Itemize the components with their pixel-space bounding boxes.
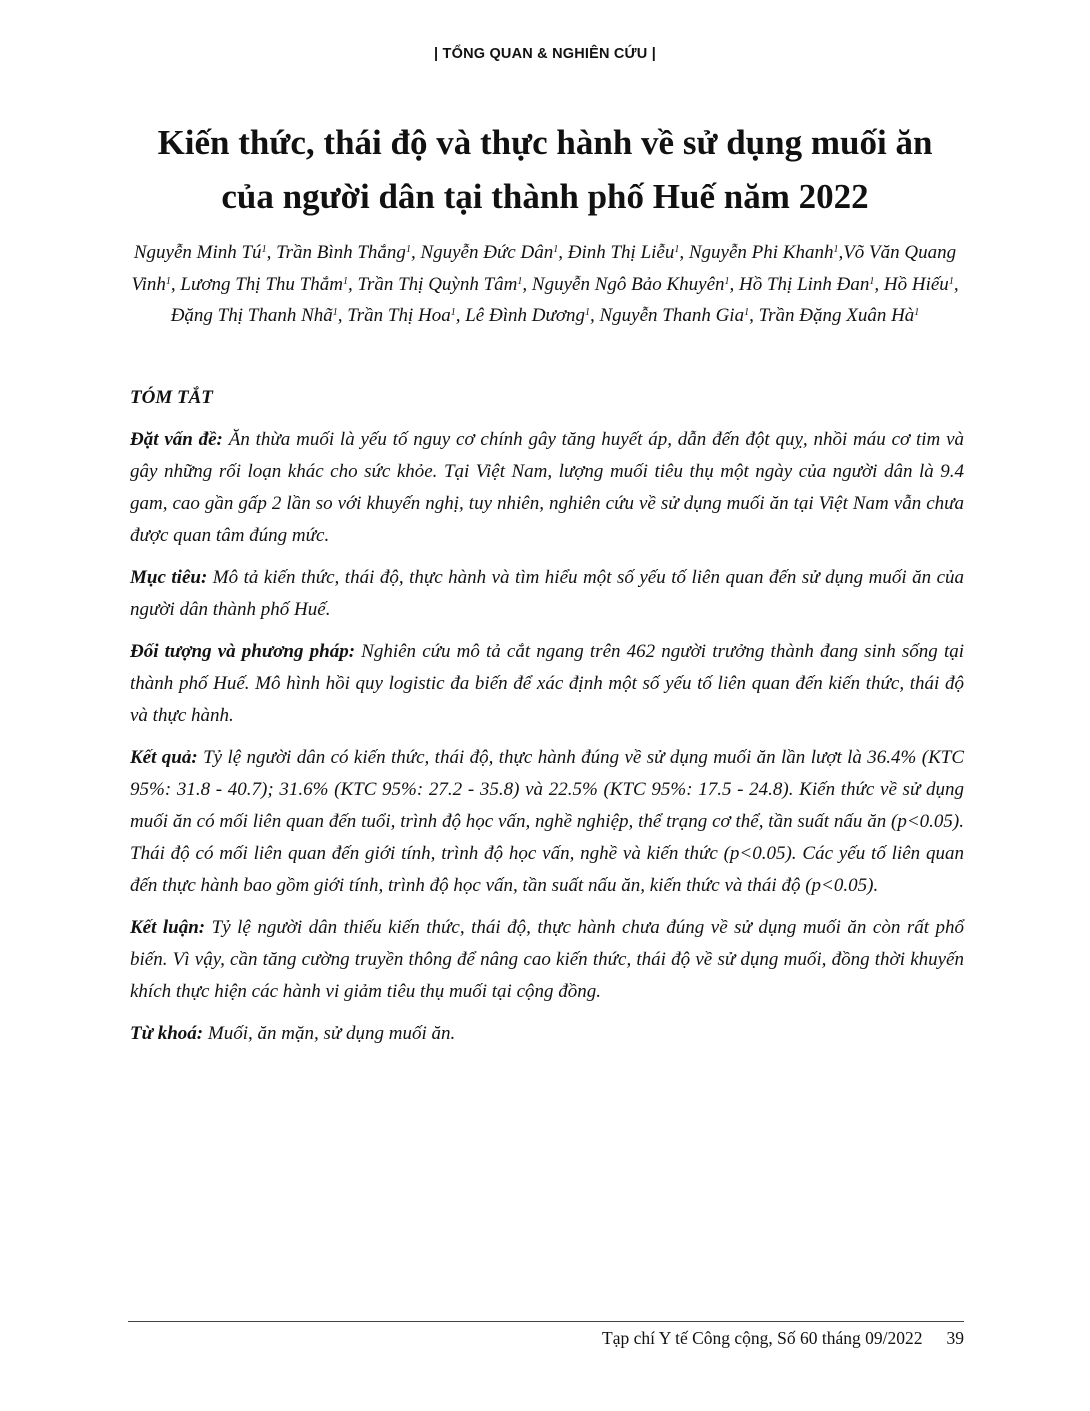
author-affiliation: 1 (450, 307, 456, 318)
author-affiliation: 1 (332, 307, 338, 318)
abstract-methods-text: Nghiên cứu mô tả cắt ngang trên 462 người trưởng thành đang sinh sống tại thành phố Huế. Mô hình hồi quy logistic đa biến để xác định một số yếu tố liên quan đến kiến thức, thái độ và thực hành. (130, 641, 964, 726)
article-title-line-2: của người dân tại thành phố Huế năm 2022 (221, 177, 869, 216)
author (568, 242, 689, 263)
author-name: Hồ Thị Linh Đan (739, 273, 870, 295)
author-name: Nguyễn Đức Dân (420, 242, 554, 263)
author-affiliation: 1 (724, 275, 730, 287)
author-affiliation: 1 (948, 275, 954, 287)
abstract-methods-label: Đối tượng và phương pháp: (130, 641, 356, 662)
author-name: Hồ Hiếu (883, 273, 949, 295)
abstract-methods (130, 636, 964, 732)
author-separator: , (266, 242, 277, 263)
author-name: Võ Văn Quang Vinh (131, 242, 957, 295)
abstract-results (130, 742, 964, 902)
author (599, 305, 758, 326)
author-name: Trần Bình Thắng (276, 242, 406, 263)
abstract-background-label: Đặt vấn đề: (130, 429, 223, 450)
author-name: Trần Thị Hoa (347, 305, 451, 326)
author-name: Đinh Thị Liễu (567, 242, 675, 263)
author (884, 274, 959, 295)
author-name: Nguyễn Phi Khanh (688, 242, 834, 263)
author-separator: , (679, 242, 689, 263)
author (276, 242, 420, 263)
author-separator: , (749, 305, 759, 326)
abstract-conclusion-label: Kết luận: (130, 917, 206, 938)
author-separator: , (337, 305, 348, 326)
article-title-line-1: Kiến thức, thái độ và thực hành về sử dụng muối ăn (157, 123, 933, 162)
abstract-results-text: Tỷ lệ người dân có kiến thức, thái độ, thực hành đúng về sử dụng muối ăn lần lượt là 36.4% (KTC 95%: 31.8 - 40.7); 31.6% (KTC 95%: 27.2 - 35.8) và 22.5% (KTC 95%: 17.5 - 24.8). Kiến thức về sử dụng muối ăn có mối liên quan đến tuổi, trình độ học vấn, nghề nghiệp, thể trạng cơ thể, tần suất nấu ăn (p<0.05). Thái độ có mối liên quan đến giới tính, trình độ học vấn, nghề và kiến thức (p<0.05). Các yếu tố liên quan đến thực hành bao gồm giới tính, trình độ học vấn, tần suất nấu ăn, kiến thức và thái độ (p<0.05). (130, 747, 965, 896)
abstract-results-label: Kết quả: (130, 747, 198, 768)
author (357, 274, 531, 295)
author-affiliation: 1 (517, 275, 523, 287)
abstract (130, 382, 964, 1060)
author-affiliation: 1 (584, 307, 590, 318)
abstract-background (130, 424, 964, 552)
author-affiliation: 1 (744, 307, 750, 318)
author-separator: , (838, 242, 844, 263)
author (532, 274, 739, 295)
page-footer (0, 1328, 964, 1349)
abstract-keywords-text: Muối, ăn mặn, sử dụng muối ăn. (207, 1023, 456, 1044)
author-name: Nguyễn Ngô Bảo Khuyên (531, 273, 725, 295)
abstract-background-text: Ăn thừa muối là yếu tố nguy cơ chính gây tăng huyết áp, dẫn đến đột quỵ, nhồi máu cơ tim và gây những rối loạn khác cho sức khỏe. Tại Việt Nam, lượng muối tiêu thụ một ngày của người dân là 9.4 gam, cao gần gấp 2 lần so với khuyến nghị, tuy nhiên, nghiên cứu về sử dụng muối ăn tại Việt Nam vẫn chưa được quan tâm đúng mức. (130, 429, 964, 546)
author-separator: , (729, 273, 740, 295)
journal-citation: Tạp chí Y tế Công cộng, Số 60 tháng 09/2022 (602, 1328, 923, 1348)
abstract-keywords (130, 1018, 964, 1050)
author-affiliation: 1 (405, 244, 411, 255)
abstract-conclusion-text: Tỷ lệ người dân thiếu kiến thức, thái độ, thực hành chưa đúng về sử dụng muối ăn còn rất phổ biến. Vì vậy, cần tăng cường truyền thông để nâng cao kiến thức, thái độ về sử dụng muối, đồng thời khuyến khích thực hiện các hành vi giảm tiêu thụ muối tại cộng đồng. (130, 917, 964, 1002)
author-separator: , (953, 273, 959, 295)
author-separator: , (455, 305, 466, 326)
author-affiliation: 1 (342, 275, 348, 287)
author-name: Trần Đặng Xuân Hà (758, 305, 915, 326)
author-separator: , (347, 273, 358, 295)
abstract-objective (130, 562, 964, 626)
article-title (90, 116, 1000, 224)
author-separator: , (522, 273, 532, 295)
author-affiliation: 1 (914, 307, 920, 318)
author-name: Đặng Thị Thanh Nhã (170, 305, 333, 326)
author-separator: , (410, 242, 421, 263)
author-affiliation: 1 (165, 275, 171, 287)
section-label: | TỔNG QUAN & NGHIÊN CỨU | (434, 46, 656, 62)
author (465, 305, 599, 326)
author (420, 242, 567, 263)
author-separator: , (170, 273, 181, 295)
author (180, 274, 357, 295)
abstract-objective-label: Mục tiêu: (130, 567, 208, 588)
author-affiliation: 1 (261, 244, 267, 255)
author (759, 305, 920, 326)
abstract-heading: TÓM TẮT (130, 387, 213, 408)
author-name: Lê Đình Dương (465, 305, 585, 326)
author (171, 305, 348, 326)
abstract-keywords-label: Từ khoá: (130, 1023, 204, 1044)
author-separator: , (589, 305, 600, 326)
author-name: Nguyễn Thanh Gia (599, 305, 745, 326)
author-affiliation: 1 (833, 244, 839, 255)
author-name: Trần Thị Quỳnh Tâm (357, 273, 518, 295)
footer-divider (128, 1321, 964, 1322)
author (134, 242, 276, 263)
author-list (126, 237, 964, 332)
author-affiliation: 1 (674, 244, 680, 255)
author-name: Lương Thị Thu Thắm (180, 273, 343, 295)
author (739, 274, 884, 295)
author (689, 242, 843, 263)
author-separator: , (558, 242, 568, 263)
abstract-objective-text: Mô tả kiến thức, thái độ, thực hành và tìm hiểu một số yếu tố liên quan đến sử dụng muối ăn của người dân thành phố Huế. (130, 567, 964, 620)
page-number: 39 (946, 1328, 964, 1348)
author-affiliation: 1 (869, 275, 875, 287)
author-affiliation: 1 (553, 244, 559, 255)
author (347, 305, 465, 326)
author-name: Nguyễn Minh Tú (133, 242, 262, 263)
abstract-conclusion (130, 912, 964, 1008)
author-separator: , (874, 273, 884, 295)
